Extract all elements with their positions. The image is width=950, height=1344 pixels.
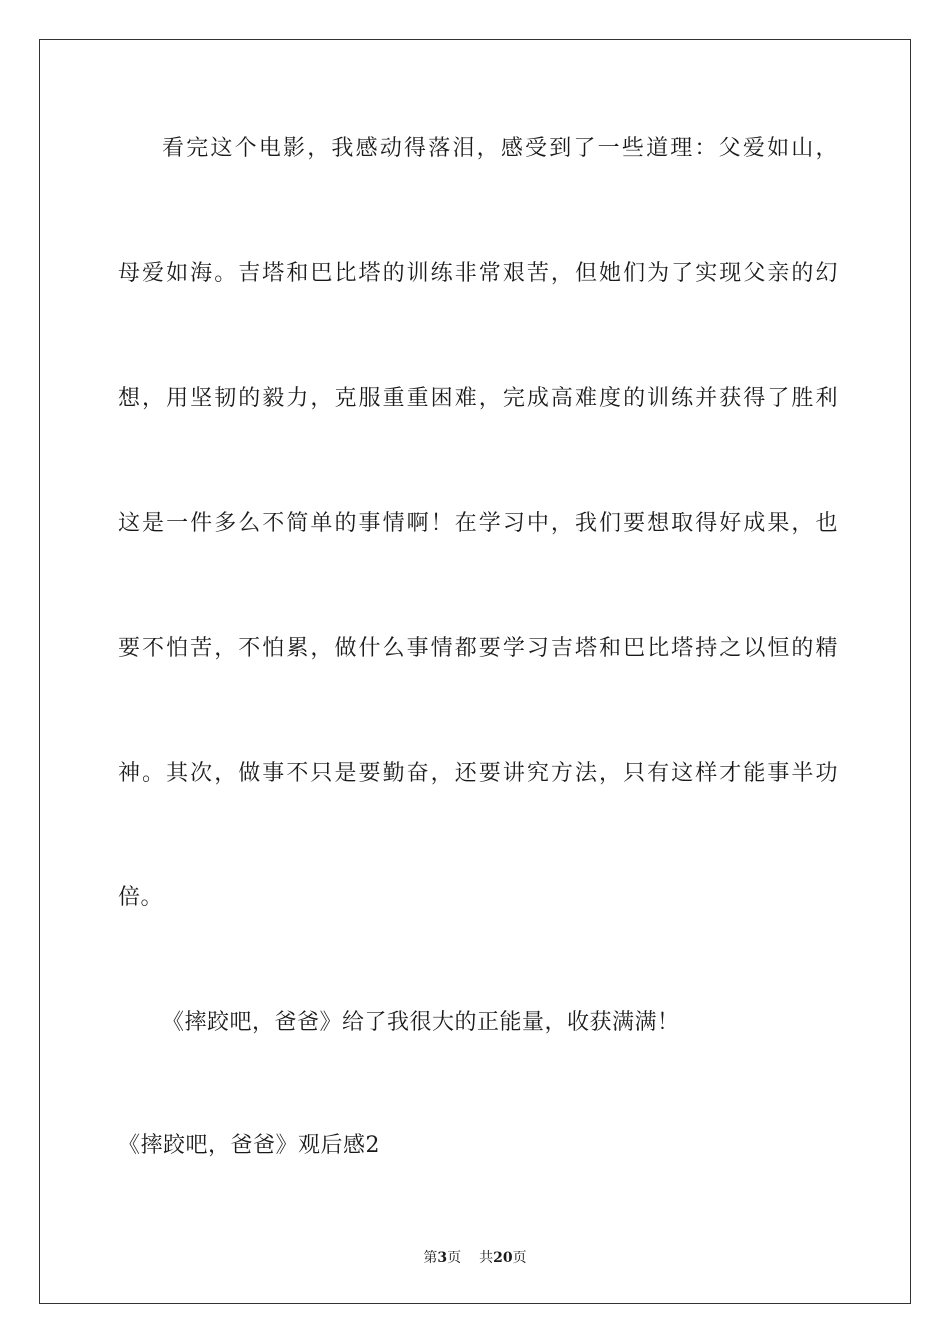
body-text-line: 看完这个电影，我感动得落泪，感受到了一些道理：父爱如山， [162, 136, 838, 161]
page-suffix: 页 [447, 1250, 462, 1266]
body-text-line: 想，用坚韧的毅力，克服重重困难，完成高难度的训练并获得了胜利 [118, 386, 838, 411]
page-prefix: 第 [423, 1250, 438, 1266]
page-number: 3 [437, 1250, 448, 1266]
total-pages: 20 [493, 1250, 513, 1266]
body-text-line: 倍。 [118, 885, 164, 910]
section-heading: 《摔跤吧，爸爸》观后感2 [118, 1133, 380, 1158]
body-text-line: 母爱如海。吉塔和巴比塔的训练非常艰苦，但她们为了实现父亲的幻 [118, 261, 838, 286]
body-text-line: 这是一件多么不简单的事情啊！在学习中，我们要想取得好成果，也 [118, 511, 838, 536]
body-text-line: 神。其次，做事不只是要勤奋，还要讲究方法，只有这样才能事半功 [118, 761, 838, 786]
page-footer [0, 1248, 950, 1268]
body-text-line: 《摔跤吧，爸爸》给了我很大的正能量，收获满满！ [162, 1010, 680, 1035]
total-prefix: 共 [479, 1250, 494, 1266]
total-suffix: 页 [512, 1250, 527, 1266]
page-border [39, 39, 911, 1304]
body-text-line: 要不怕苦，不怕累，做什么事情都要学习吉塔和巴比塔持之以恒的精 [118, 636, 838, 661]
